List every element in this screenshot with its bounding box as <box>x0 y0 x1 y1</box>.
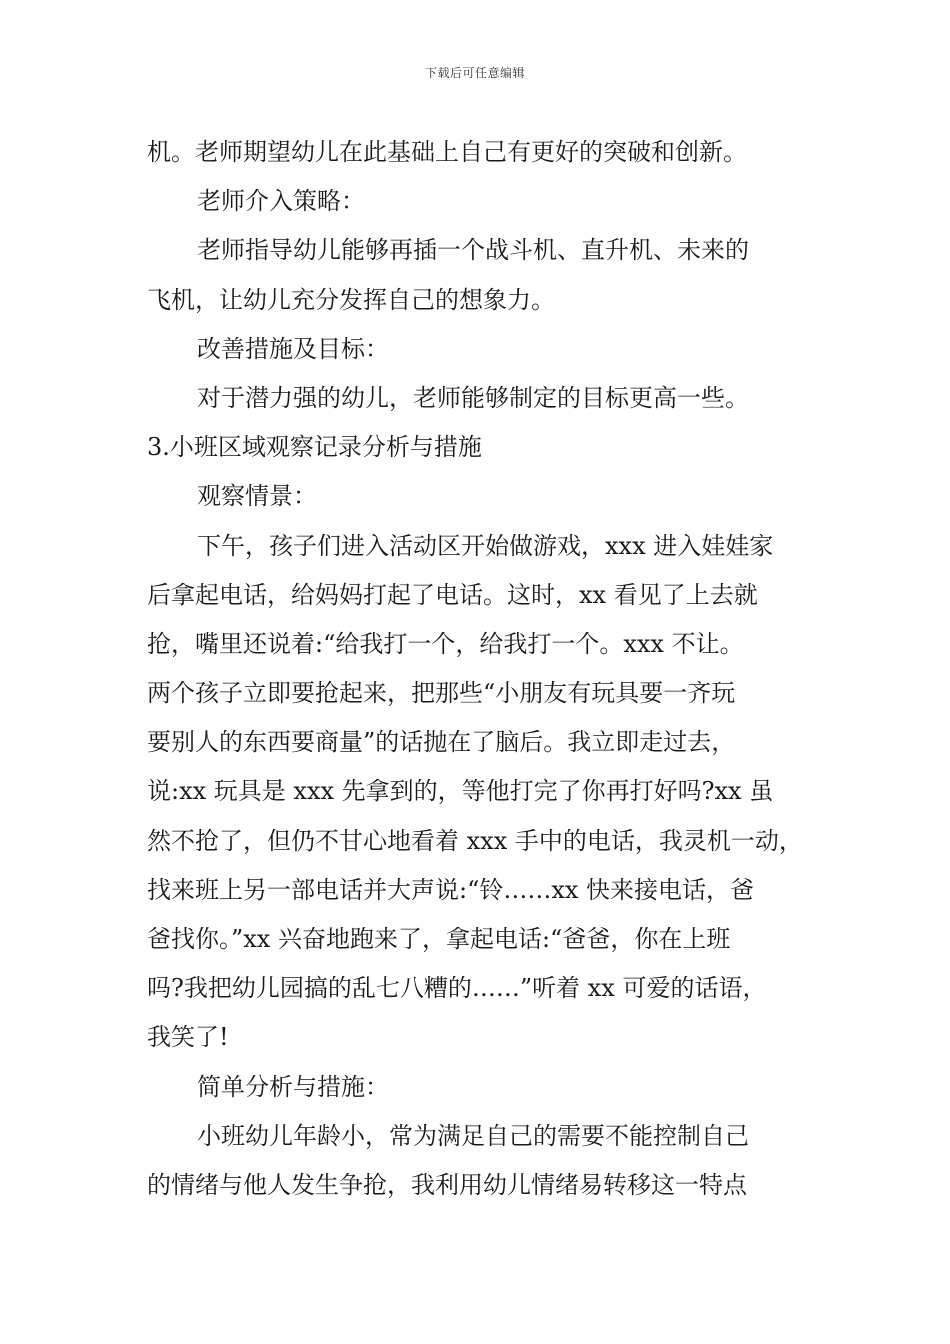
text-line: 改善措施及目标： <box>197 334 389 363</box>
text-line: 简单分析与措施： <box>197 1072 389 1101</box>
text-line: 观察情景： <box>197 482 317 511</box>
text-line: 的情绪与他人发生争抢，我利用幼儿情绪易转移这一特点 <box>147 1170 747 1199</box>
text-line: 吗?我把幼儿园搞的乱七八糟的……”听着 xx 可爱的话语， <box>147 974 767 1003</box>
text-line: 然不抢了，但仍不甘心地看着 xxx 手中的电话，我灵机一动， <box>147 826 803 855</box>
text-line: 飞机，让幼儿充分发挥自己的想象力。 <box>147 285 555 314</box>
text-line: 两个孩子立即要抢起来，把那些“小朋友有玩具要一齐玩 <box>147 679 736 708</box>
text-line: 找来班上另一部电话并大声说:“铃……xx 快来接电话，爸 <box>147 875 755 904</box>
text-line: 老师介入策略： <box>197 187 365 216</box>
section-heading: 3.小班区域观察记录分析与措施 <box>147 433 482 462</box>
text-line: 机。老师期望幼儿在此基础上自己有更好的突破和创新。 <box>147 138 747 166</box>
text-line: 老师指导幼儿能够再插一个战斗机、直升机、未来的 <box>197 236 749 265</box>
text-line: 说:xx 玩具是 xxx 先拿到的，等他打完了你再打好吗?xx 虽 <box>147 777 774 806</box>
text-line: 要别人的东西要商量”的话抛在了脑后。我立即走过去， <box>147 728 736 757</box>
text-line: 抢，嘴里还说着:“给我打一个，给我打一个。xxx 不让。 <box>147 629 744 658</box>
page-header: 下载后可任意编辑 <box>424 66 525 80</box>
document-body <box>147 128 812 1210</box>
text-line: 后拿起电话，给妈妈打起了电话。这时，xx 看见了上去就 <box>147 580 758 609</box>
text-line: 小班幼儿年龄小，常为满足自己的需要不能控制自己 <box>197 1121 749 1150</box>
text-line: 对于潜力强的幼儿，老师能够制定的目标更高一些。 <box>197 383 749 412</box>
text-line: 我笑了! <box>147 1023 229 1052</box>
text-line: 下午，孩子们进入活动区开始做游戏，xxx 进入娃娃家 <box>197 531 774 560</box>
text-line: 爸找你。”xx 兴奋地跑来了，拿起电话:“爸爸，你在上班 <box>147 925 731 953</box>
